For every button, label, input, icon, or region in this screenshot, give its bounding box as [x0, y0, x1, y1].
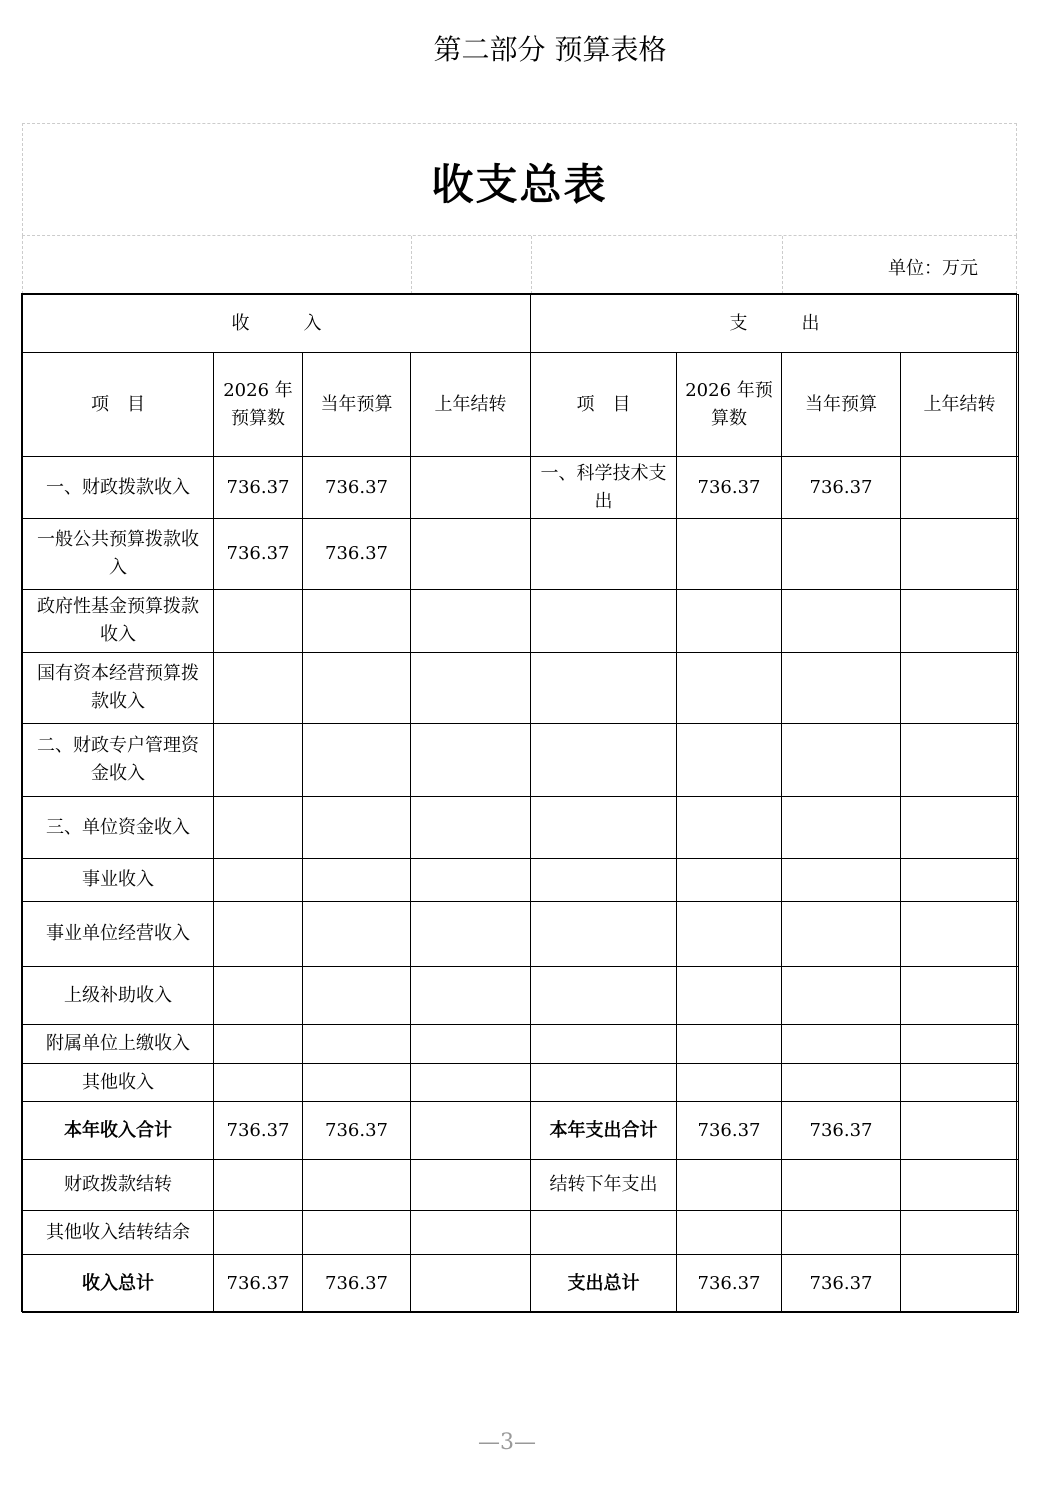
table-cell	[303, 1064, 411, 1102]
table-cell	[531, 519, 677, 590]
table-cell: 事业收入	[23, 859, 214, 902]
table-cell	[677, 1064, 782, 1102]
table-row	[23, 590, 1019, 653]
table-cell	[531, 967, 677, 1025]
table-cell	[901, 724, 1019, 797]
table-cell	[214, 859, 303, 902]
table-cell	[782, 653, 901, 724]
table-cell: 结转下年支出	[531, 1160, 677, 1211]
unit-row	[22, 236, 1017, 294]
table-cell	[411, 1211, 531, 1255]
table-cell	[411, 1160, 531, 1211]
table-cell	[303, 724, 411, 797]
table-cell	[901, 1211, 1019, 1255]
table-cell: 政府性基金预算拨款收入	[23, 590, 214, 653]
table-cell	[782, 1160, 901, 1211]
column-header: 2026 年预算数	[677, 353, 782, 457]
table-cell: 财政拨款结转	[23, 1160, 214, 1211]
table-row	[23, 1025, 1019, 1064]
table-cell	[901, 859, 1019, 902]
table-row	[23, 1211, 1019, 1255]
table-cell: 736.37	[214, 1255, 303, 1313]
table-cell: 其他收入结转结余	[23, 1211, 214, 1255]
table-cell	[901, 1025, 1019, 1064]
unit-label: 单位：万元	[888, 258, 978, 279]
table-cell	[677, 967, 782, 1025]
table-cell	[677, 519, 782, 590]
table-cell: 736.37	[782, 1255, 901, 1313]
table-cell: 二、财政专户管理资金收入	[23, 724, 214, 797]
table-cell	[901, 457, 1019, 519]
table-cell	[303, 653, 411, 724]
table-cell: 一、科学技术支出	[531, 457, 677, 519]
budget-table	[22, 294, 1019, 1313]
column-header-row	[23, 353, 1019, 457]
table-row	[23, 1255, 1019, 1313]
column-header: 当年预算	[303, 353, 411, 457]
table-row	[23, 653, 1019, 724]
table-row	[23, 1064, 1019, 1102]
table-cell	[214, 590, 303, 653]
table-cell: 736.37	[303, 519, 411, 590]
table-cell: 本年支出合计	[531, 1102, 677, 1160]
page-number: —3—	[478, 1430, 536, 1455]
section-header-row	[23, 295, 1019, 353]
table-cell	[214, 797, 303, 859]
table-cell	[901, 590, 1019, 653]
table-row	[23, 902, 1019, 967]
table-title-box	[22, 123, 1017, 236]
table-cell: 736.37	[214, 1102, 303, 1160]
table-cell	[677, 902, 782, 967]
table-cell: 上级补助收入	[23, 967, 214, 1025]
table-cell	[782, 1211, 901, 1255]
table-row	[23, 797, 1019, 859]
table-cell	[303, 797, 411, 859]
table-cell	[214, 653, 303, 724]
income-section-header: 收 入	[23, 295, 531, 353]
table-cell	[531, 590, 677, 653]
table-cell: 三、单位资金收入	[23, 797, 214, 859]
table-cell	[901, 797, 1019, 859]
table-cell: 736.37	[677, 1102, 782, 1160]
table-cell: 事业单位经营收入	[23, 902, 214, 967]
table-cell	[214, 1160, 303, 1211]
table-cell	[677, 590, 782, 653]
table-cell: 收入总计	[23, 1255, 214, 1313]
table-cell: 736.37	[214, 457, 303, 519]
table-cell	[411, 1102, 531, 1160]
expense-section-header: 支 出	[531, 295, 1019, 353]
table-cell	[411, 1255, 531, 1313]
table-cell	[214, 1064, 303, 1102]
table-cell: 支出总计	[531, 1255, 677, 1313]
table-cell	[901, 653, 1019, 724]
table-cell	[677, 1025, 782, 1064]
table-cell	[782, 967, 901, 1025]
table-cell	[531, 724, 677, 797]
table-row	[23, 1102, 1019, 1160]
table-cell	[411, 519, 531, 590]
column-header: 项 目	[531, 353, 677, 457]
table-cell	[782, 1025, 901, 1064]
table-cell	[782, 797, 901, 859]
table-cell	[214, 1211, 303, 1255]
table-cell	[531, 653, 677, 724]
table-cell: 736.37	[303, 1255, 411, 1313]
table-cell	[411, 967, 531, 1025]
table-cell: 736.37	[677, 457, 782, 519]
table-cell: 一般公共预算拨款收入	[23, 519, 214, 590]
table-cell	[677, 1160, 782, 1211]
table-cell: 736.37	[303, 457, 411, 519]
table-cell: 736.37	[677, 1255, 782, 1313]
table-cell	[214, 1025, 303, 1064]
table-cell	[303, 1025, 411, 1064]
table-cell	[531, 1025, 677, 1064]
table-cell: 736.37	[214, 519, 303, 590]
table-cell	[677, 1211, 782, 1255]
table-row	[23, 724, 1019, 797]
table-cell	[531, 797, 677, 859]
table-cell	[531, 859, 677, 902]
table-cell	[411, 590, 531, 653]
table-cell: 736.37	[782, 1102, 901, 1160]
table-cell	[303, 1160, 411, 1211]
table-cell: 736.37	[782, 457, 901, 519]
table-cell	[901, 1160, 1019, 1211]
table-cell: 本年收入合计	[23, 1102, 214, 1160]
table-cell	[303, 1211, 411, 1255]
table-cell	[677, 653, 782, 724]
table-cell	[901, 1102, 1019, 1160]
table-cell	[214, 967, 303, 1025]
table-cell	[411, 457, 531, 519]
table-cell	[782, 519, 901, 590]
table-cell	[303, 859, 411, 902]
table-cell	[531, 1064, 677, 1102]
table-cell	[677, 724, 782, 797]
table-cell: 附属单位上缴收入	[23, 1025, 214, 1064]
table-cell	[782, 859, 901, 902]
table-cell	[782, 1064, 901, 1102]
column-header: 项 目	[23, 353, 214, 457]
table-cell	[901, 1064, 1019, 1102]
table-cell: 国有资本经营预算拨款收入	[23, 653, 214, 724]
table-cell	[411, 797, 531, 859]
table-cell	[677, 797, 782, 859]
table-row	[23, 859, 1019, 902]
section-heading: 第二部分 预算表格	[433, 33, 667, 66]
table-cell	[411, 653, 531, 724]
table-cell	[411, 724, 531, 797]
table-cell	[782, 902, 901, 967]
table-cell	[901, 519, 1019, 590]
table-row	[23, 1160, 1019, 1211]
column-header: 上年结转	[411, 353, 531, 457]
table-row	[23, 519, 1019, 590]
table-row	[23, 457, 1019, 519]
table-cell: 一、财政拨款收入	[23, 457, 214, 519]
table-title: 收支总表	[431, 160, 608, 209]
table-cell: 其他收入	[23, 1064, 214, 1102]
column-header: 当年预算	[782, 353, 901, 457]
table-row	[23, 967, 1019, 1025]
table-cell	[782, 590, 901, 653]
table-cell	[411, 1025, 531, 1064]
table-cell	[214, 724, 303, 797]
table-cell	[531, 1211, 677, 1255]
table-cell	[901, 902, 1019, 967]
table-cell	[411, 1064, 531, 1102]
table-cell	[411, 859, 531, 902]
table-cell	[214, 902, 303, 967]
table-cell	[303, 967, 411, 1025]
column-header: 上年结转	[901, 353, 1019, 457]
column-header: 2026 年预算数	[214, 353, 303, 457]
table-cell	[901, 967, 1019, 1025]
table-cell	[531, 902, 677, 967]
table-cell	[901, 1255, 1019, 1313]
table-cell	[303, 902, 411, 967]
table-cell	[677, 859, 782, 902]
table-cell	[411, 902, 531, 967]
table-cell	[782, 724, 901, 797]
table-cell: 736.37	[303, 1102, 411, 1160]
table-cell	[303, 590, 411, 653]
